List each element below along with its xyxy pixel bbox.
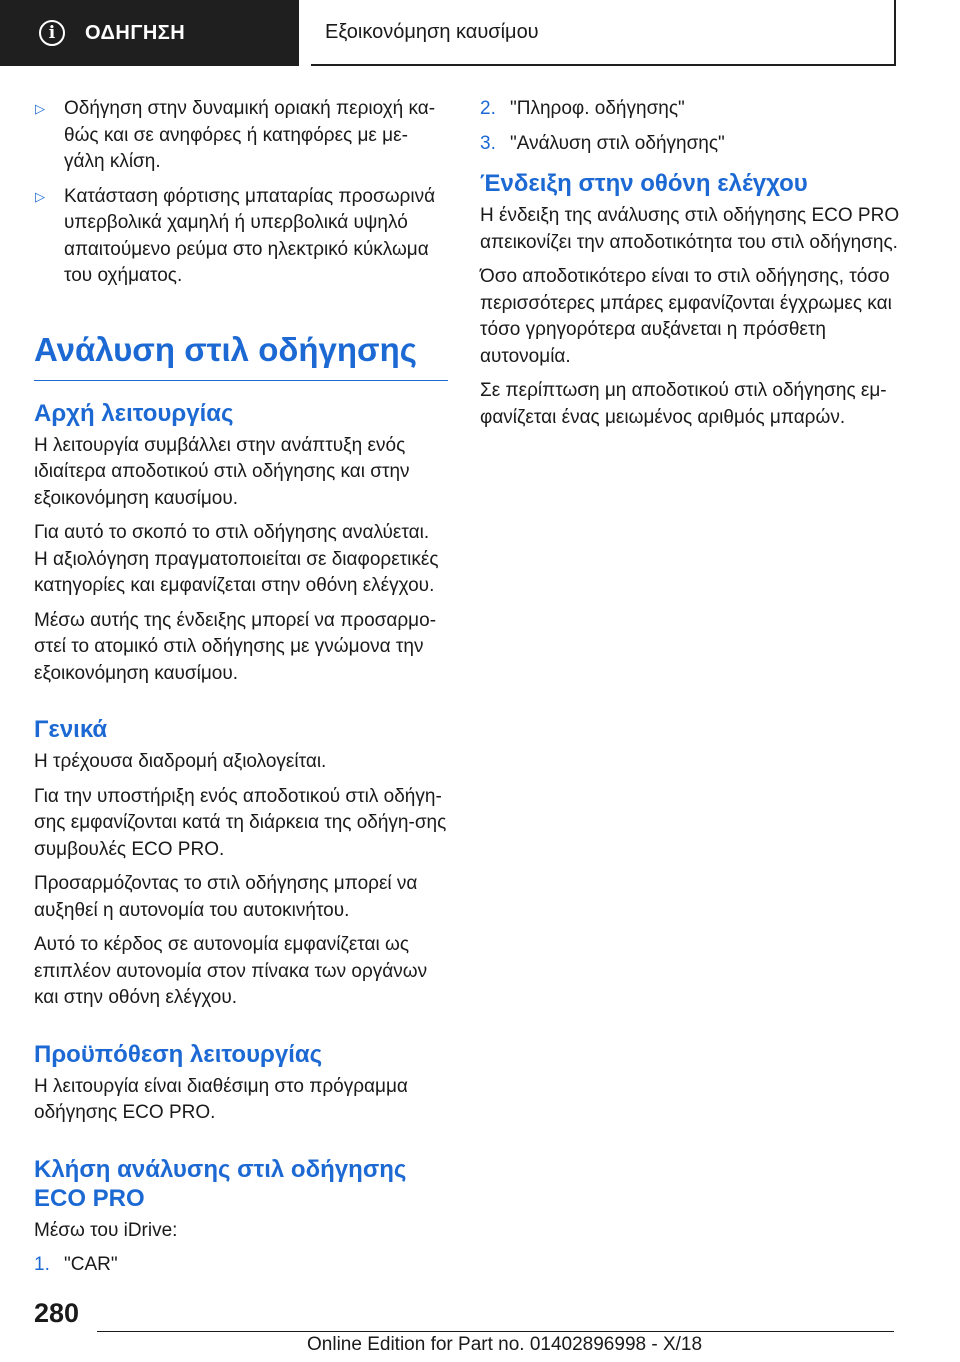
paragraph: Η τρέχουσα διαδρομή αξιολογείται. xyxy=(34,751,327,772)
header-title: Εξοικονόμηση καυσίμου xyxy=(325,20,539,43)
info-icon: i xyxy=(39,20,65,46)
heading-prerequisite: Προϋπόθεση λειτουργίας xyxy=(34,1040,323,1068)
bullet-text: Οδήγηση στην δυναμική οριακή περιοχή κα-θώς και σε ανηφόρες ή κατηφόρες με με-γάλη κλίση. xyxy=(64,98,436,172)
step-text: "Ανάλυση στιλ οδήγησης" xyxy=(510,132,725,154)
step-number: 3. xyxy=(480,132,496,154)
step-item xyxy=(480,96,900,123)
paragraph: Η ένδειξη της ανάλυσης στιλ οδήγησης ECO PRO απεικονίζει την αποδοτικότητα του στιλ οδήγησης. xyxy=(480,205,900,253)
triangle-bullet-icon: ▷ xyxy=(35,188,45,204)
list-item xyxy=(34,184,448,290)
paragraph: Σε περίπτωση μη αποδοτικού στιλ οδήγησης εμ-φανίζεται ένας μειωμένος αριθμός μπαρών. xyxy=(480,380,887,428)
paragraph: Αυτό το κέρδος σε αυτονομία εμφανίζεται ως επιπλέον αυτονομία στον πίνακα των οργάνων και στην οθόνη ελέγχου. xyxy=(34,934,428,1008)
paragraph: Για αυτό το σκοπό το στιλ οδήγησης αναλύεται. Η αξιολόγηση πραγματοποιείται σε διαφορετικές κατηγορίες και εμφανίζεται στην οθόνη ελέγχου. xyxy=(34,522,439,596)
list-item xyxy=(34,96,448,176)
paragraph: Όσο αποδοτικότερο είναι το στιλ οδήγησης, τόσο περισσότερες μπάρες εμφανίζονται έγχρωμες και τόσο γρηγορότερα αυξάνεται η πρόσθετη αυτονομία. xyxy=(480,266,892,367)
step-number: 2. xyxy=(480,98,496,119)
footer-divider xyxy=(97,1331,894,1332)
step-text: "CAR" xyxy=(64,1254,118,1275)
paragraph: Για την υποστήριξη ενός αποδοτικού στιλ οδήγη-σης εμφανίζονται κατά τη διάρκεια της οδήγη-σης συμβουλές ECO PRO. xyxy=(34,785,447,860)
right-column xyxy=(480,96,900,439)
left-column xyxy=(34,96,448,1287)
paragraph: Μέσω του iDrive: xyxy=(34,1219,178,1241)
step-number: 1. xyxy=(34,1254,50,1275)
header-section-label: ΟΔΗΓΗΣΗ xyxy=(85,21,186,44)
step-text: "Πληροφ. οδήγησης" xyxy=(510,98,685,119)
triangle-bullet-icon: ▷ xyxy=(35,101,45,116)
heading-call-analysis: Κλήση ανάλυσης στιλ οδήγησης ECO PRO xyxy=(34,1155,407,1212)
heading-principle: Αρχή λειτουργίας xyxy=(34,399,234,427)
step-item xyxy=(480,131,900,158)
step-item xyxy=(34,1252,448,1279)
header-title-box xyxy=(311,0,896,66)
header-section-tab xyxy=(0,0,299,66)
paragraph: Η λειτουργία είναι διαθέσιμη στο πρόγραμμα οδήγησης ECO PRO. xyxy=(34,1075,408,1123)
heading-general: Γενικά xyxy=(34,716,108,743)
paragraph: Η λειτουργία συμβάλλει στην ανάπτυξη ενός ιδιαίτερα αποδοτικού στιλ οδήγησης και στην εξοικονόμηση καυσίμου. xyxy=(34,434,410,509)
bullet-text: Κατάσταση φόρτισης μπαταρίας προσωρινά υπερβολικά χαμηλή ή υπερβολικά υψηλό απαιτούμενο ρεύμα στο ηλεκτρικό κύκλωμα του οχήματος. xyxy=(64,185,436,286)
section-title: Ανάλυση στιλ οδήγησης xyxy=(34,330,448,381)
heading-display: Ένδειξη στην οθόνη ελέγχου xyxy=(480,170,808,197)
page-number: 280 xyxy=(34,1298,80,1328)
paragraph: Προσαρμόζοντας το στιλ οδήγησης μπορεί να αυξηθεί η αυτονομία του αυτοκινήτου. xyxy=(34,873,418,921)
footer-edition: Online Edition for Part no. 01402896998 - X/18 xyxy=(307,1334,703,1355)
paragraph: Μέσω αυτής της ένδειξης μπορεί να προσαρμο-στεί το ατομικό στιλ οδήγησης με γνώμονα την εξοικονόμηση καυσίμου. xyxy=(34,609,437,684)
